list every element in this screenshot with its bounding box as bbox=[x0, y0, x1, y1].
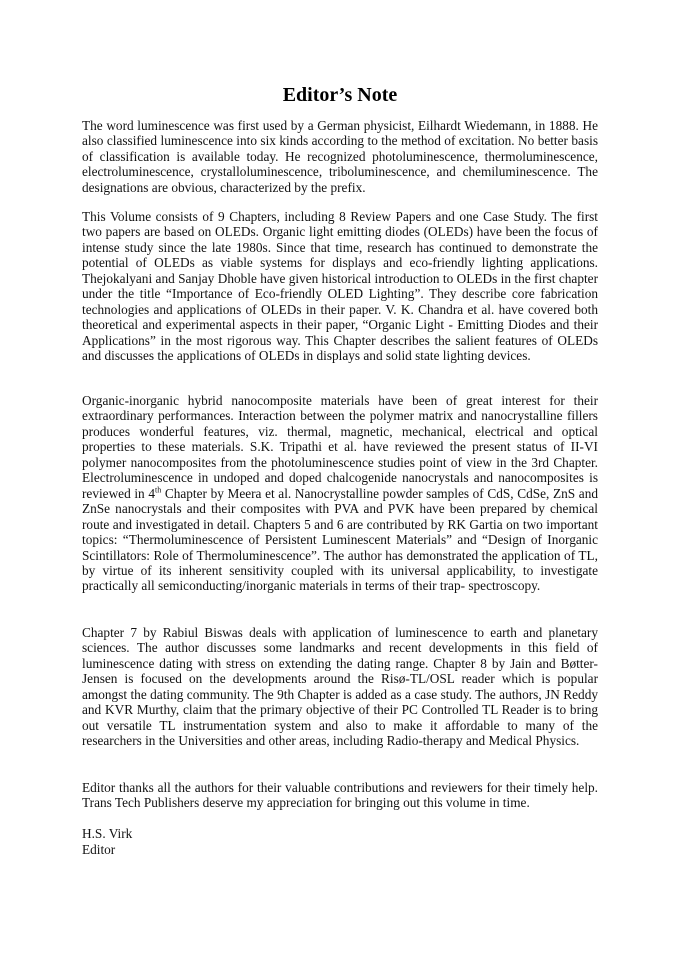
paragraph-nanocomposites bbox=[82, 393, 598, 594]
signature-role: Editor bbox=[82, 842, 116, 857]
paragraph-acknowledgements: Editor thanks all the authors for their valuable contributions and reviewers for their timely help. Trans Tech Publishers deserve my appreciation for bringing out this volume in time. bbox=[82, 780, 598, 811]
page-title: Editor’s Note bbox=[282, 84, 398, 106]
paragraph-text: Chapter by Meera et al. Nanocrystalline powder samples of CdS, CdSe, ZnS and ZnSe nanocrystals and their composites with PVA and PVK have been prepared by chemical route and investigated in detail. Chapters 5 and 6 are contributed by RK Gartia on two important topics: “Thermoluminescence of Persistent Luminescent Materials” and “Design of Inorganic Scintillators: Role of Thermoluminescence”. The author has demonstrated the application of TL, by virtue of its inherent sensitivity coupled with its universal applicability, to investigate practically all semiconducting/inorganic materials in terms of their trap- spectroscopy. bbox=[82, 485, 598, 594]
paragraph-volume-overview: This Volume consists of 9 Chapters, including 8 Review Papers and one Case Study. The first two papers are based on OLEDs. Organic light emitting diodes (OLEDs) have been the focus of intense study since the late 1980s. Since that time, research has continued to demonstrate the potential of OLEDs as viable systems for displays and eco-friendly lighting applications. Thejokalyani and Sanjay Dhoble have given historical introduction to OLEDs in the first chapter under the title “Importance of Eco-friendly OLED Lighting”. They describe core fabrication technologies and applications of OLEDs in their paper. V. K. Chandra et al. have covered both theoretical and experimental aspects in their paper, “Organic Light - Emitting Diodes and their Applications” in the most rigorous way. This Chapter describes the salient features of OLEDs and discusses the applications of OLEDs in displays and solid state lighting devices. bbox=[82, 209, 598, 364]
paragraph-text: Organic-inorganic hybrid nanocomposite materials have been of great interest for their extraordinary performances. Interaction between the polymer matrix and nanocrystalline fillers produces wonderful features, viz. thermal, magnetic, mechanical, electrical and optical properties to these materials. S.K. Tripathi et al. have reviewed the present status of II-VI polymer nanocomposites from the photoluminescence studies point of view in the 3rd Chapter. Electroluminescence in undoped and doped chalcogenide nanocrystals and nanocomposites is reviewed in 4 bbox=[82, 393, 598, 501]
paragraph-luminescence-history: The word luminescence was first used by a German physicist, Eilhardt Wiedemann, in 1888. He also classified luminescence into six kinds according to the method of excitation. No better basis of classification is available today. He recognized photoluminescence, thermoluminescence, electroluminescence, crystalloluminescence, triboluminescence, and chemiluminescence. The designations are obvious, characterized by the prefix. bbox=[82, 118, 598, 195]
paragraph-dating-chapters: Chapter 7 by Rabiul Biswas deals with application of luminescence to earth and planetary sciences. The author discusses some landmarks and recent developments in this field of luminescence dating with stress on extending the dating range. Chapter 8 by Jain and Bøtter-Jensen is focused on the developments around the Risø-TL/OSL reader which is popular amongst the dating community. The 9th Chapter is added as a case study. The authors, JN Reddy and KVR Murthy, claim that the primary objective of their PC Controlled TL Reader is to bring out versatile TL instrumentation system and also to make it affordable to many of the researchers in the Universities and other areas, including Radio-therapy and Medical Physics. bbox=[82, 625, 598, 749]
ordinal-superscript: th bbox=[154, 485, 162, 495]
signature-name: H.S. Virk bbox=[82, 826, 133, 841]
